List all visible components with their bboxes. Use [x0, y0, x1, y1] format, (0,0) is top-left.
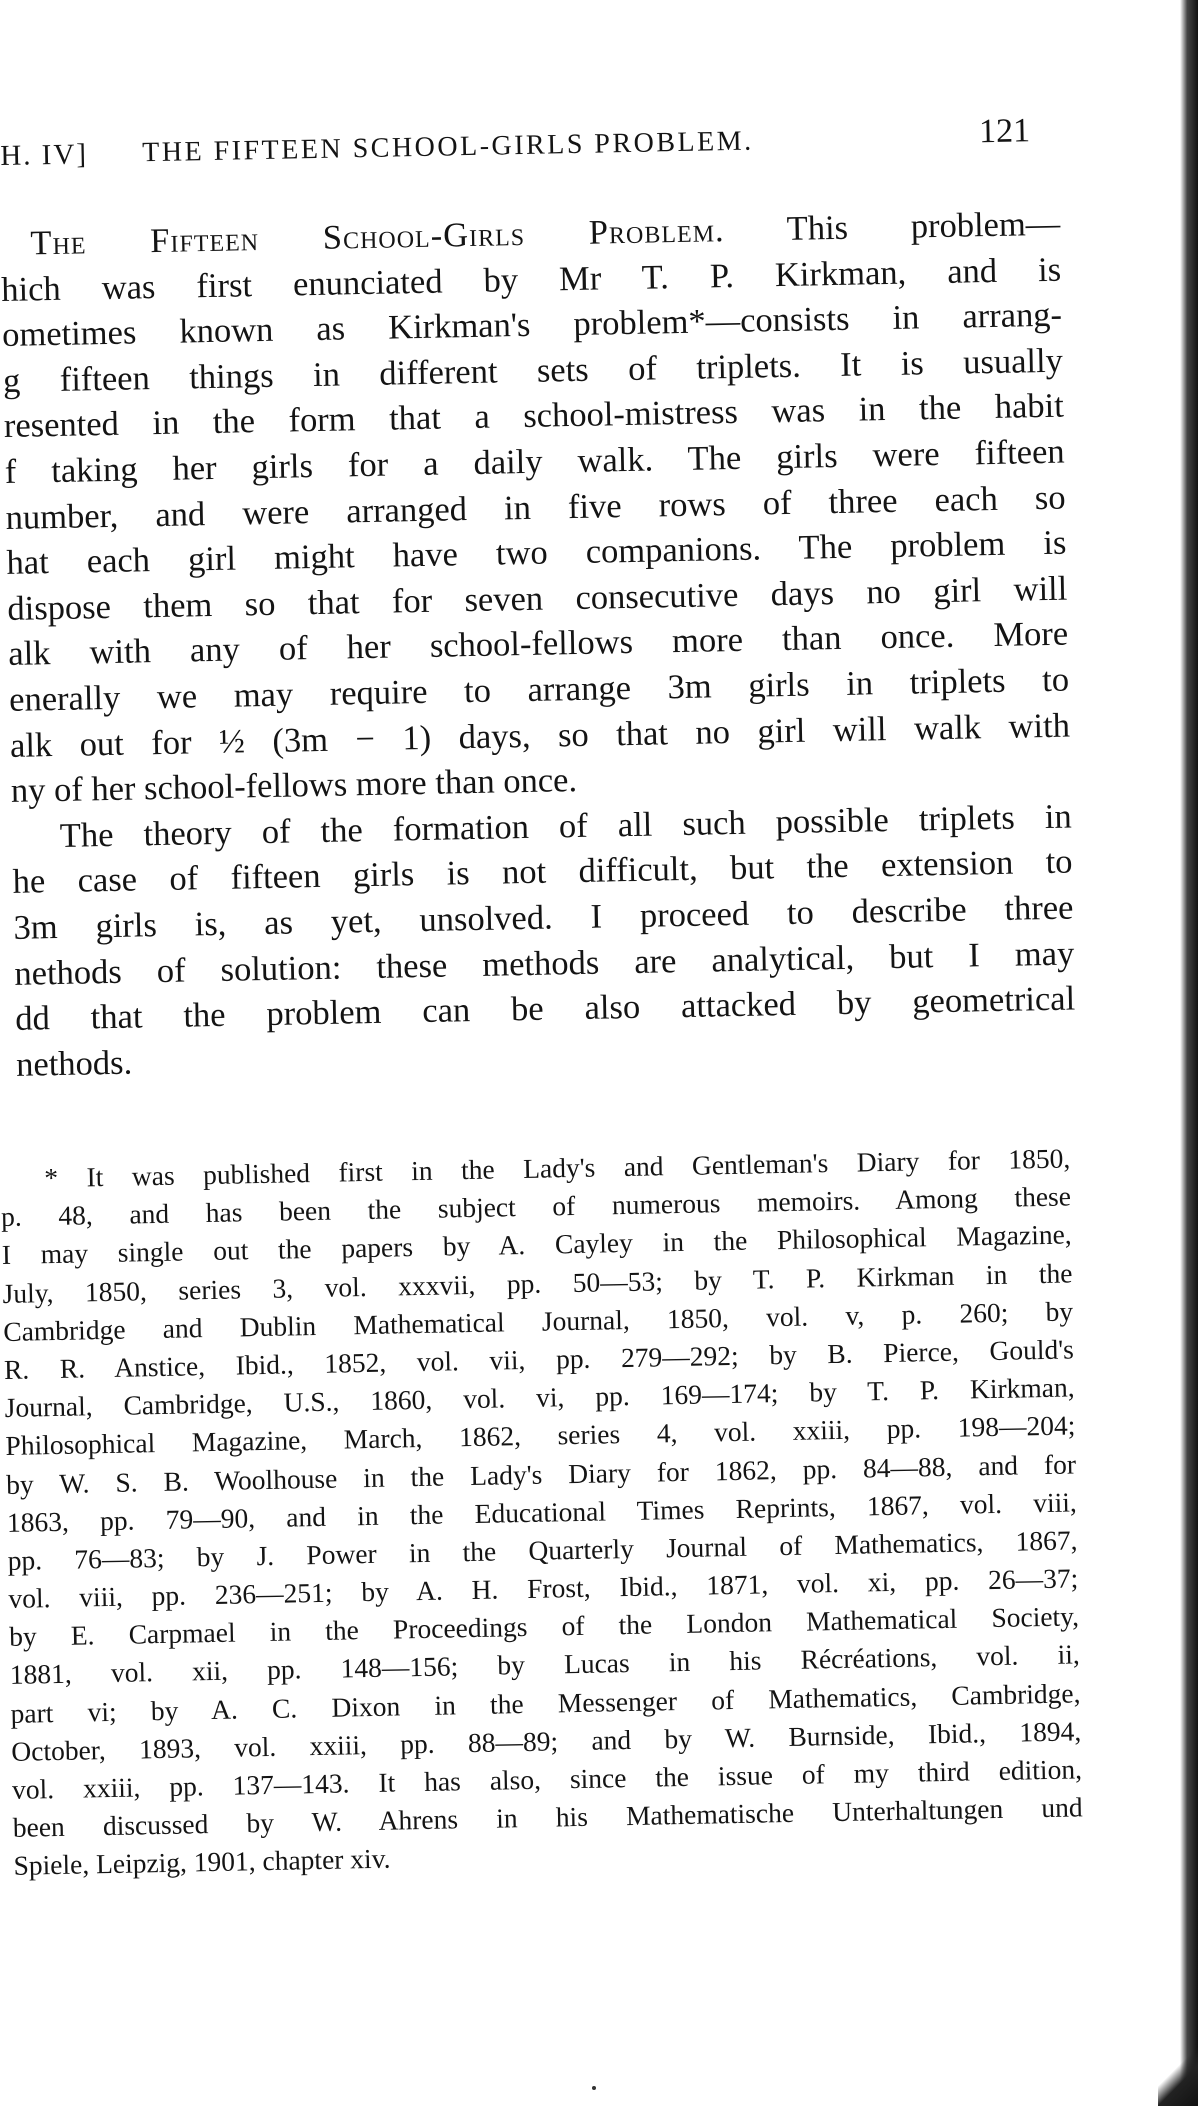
text-line: alk out for ½ (3m − 1) days, so that no girl will walk with	[9, 706, 1071, 765]
running-head	[0, 112, 1031, 180]
footnote-line: vol. viii, pp. 236—251; by A. H. Frost, Ibid., 1871, vol. xi, pp. 26—37;	[8, 1562, 1079, 1614]
text-line: nethods of solution: these methods are analytical, but I may	[14, 934, 1075, 993]
text-line-content: This problem—	[724, 204, 1061, 250]
text-line: f taking her girls for a daily walk. The girls were fifteen	[4, 432, 1065, 491]
text-line: nethods.	[15, 1043, 133, 1084]
footnote-line: July, 1850, series 3, vol. xxxvii, pp. 50—53; by T. P. Kirkman in the	[2, 1256, 1073, 1309]
footnote-line: 1881, vol. xii, pp. 148—156; by Lucas in his Récréations, vol. ii,	[9, 1638, 1080, 1691]
footnote-line: part vi; by A. C. Dixon in the Messenger of Mathematics, Cambridge,	[10, 1676, 1081, 1729]
text-line: dd that the problem can be also attacked by geometrical	[14, 979, 1076, 1038]
footnote-line: R. R. Anstice, Ibid., 1852, vol. vii, pp. 279—292; by B. Pierce, Gould's	[3, 1333, 1075, 1385]
chapter-marker: H. IV]	[0, 138, 89, 172]
text-line: hich was first enunciated by Mr T. P. Kirkman, and is	[0, 250, 1062, 309]
text-line: The theory of the formation of all such possible triplets in	[59, 797, 1072, 855]
text-line: ny of her school-fellows more than once.	[10, 761, 578, 811]
footnote-line: by E. Carpmael in the Proceedings of the London Mathematical Society,	[8, 1600, 1080, 1653]
paragraph-2	[11, 794, 1076, 1088]
footnote	[0, 1139, 1084, 1885]
running-title: THE FIFTEEN SCHOOL-GIRLS PROBLEM.	[141, 125, 754, 169]
text-line: he case of fifteen girls is not difficult, but the extension to	[12, 842, 1073, 902]
scan-speck	[592, 2086, 596, 2090]
page-number: 121	[978, 112, 1031, 151]
body-text	[0, 202, 1076, 1088]
text-line: enerally we may require to arrange 3m girls in triplets to	[8, 660, 1070, 719]
text-line: 3m girls is, as yet, unsolved. I proceed to describe three	[13, 888, 1074, 947]
paragraph-1	[0, 202, 1071, 815]
section-heading: The Fifteen School-Girls Problem.	[30, 211, 725, 263]
page-corner-shadow	[1158, 2046, 1198, 2106]
footnote-line: vol. xxiii, pp. 137—143. It has also, since the issue of my third edition,	[11, 1753, 1083, 1805]
footnote-line: 1863, pp. 79—90, and in the Educational Times Reprints, 1867, vol. viii,	[6, 1486, 1078, 1538]
text-line: number, and were arranged in five rows of three each so	[5, 478, 1066, 537]
text-line: g fifteen things in different sets of triplets. It is usually	[2, 341, 1064, 400]
footnote-line: by W. S. B. Woolhouse in the Lady's Diary for 1862, pp. 84—88, and for	[5, 1447, 1077, 1500]
text-line: ometimes known as Kirkman's problem*—consists in arrang-	[1, 295, 1063, 355]
text-line: alk with any of her school-fellows more than once. More	[7, 614, 1069, 674]
footnote-line: Journal, Cambridge, U.S., 1860, vol. vi, pp. 169—174; by T. P. Kirkman,	[4, 1371, 1075, 1424]
text-line: dispose them so that for seven consecutive days no girl will	[7, 569, 1068, 628]
footnote-line: Cambridge and Dublin Mathematical Journal, 1850, vol. v, p. 260; by	[2, 1295, 1074, 1347]
page-edge-shadow	[1180, 0, 1198, 2106]
footnote-line: I may single out the papers by A. Cayley in the Philosophical Magazine,	[1, 1218, 1072, 1271]
text-line: hat each girl might have two companions. The problem is	[6, 523, 1067, 583]
footnote-line: p. 48, and has been the subject of numerous memoirs. Among these	[0, 1180, 1072, 1233]
footnote-line: Spiele, Leipzig, 1901, chapter xiv.	[13, 1843, 391, 1882]
footnote-line: been discussed by W. Ahrens in his Mathematische Unterhaltungen und	[12, 1791, 1083, 1844]
footnote-line: Philosophical Magazine, March, 1862, series 4, vol. xxiii, pp. 198—204;	[5, 1409, 1076, 1462]
footnote-line: pp. 76—83; by J. Power in the Quarterly Journal of Mathematics, 1867,	[7, 1524, 1078, 1576]
footnote-line: October, 1893, vol. xxiii, pp. 88—89; and by W. Burnside, Ibid., 1894,	[11, 1715, 1082, 1767]
footnote-line: * It was published first in the Lady's and Gentleman's Diary for 1850,	[44, 1142, 1071, 1194]
text-line: resented in the form that a school-mistress was in the habit	[3, 386, 1065, 446]
